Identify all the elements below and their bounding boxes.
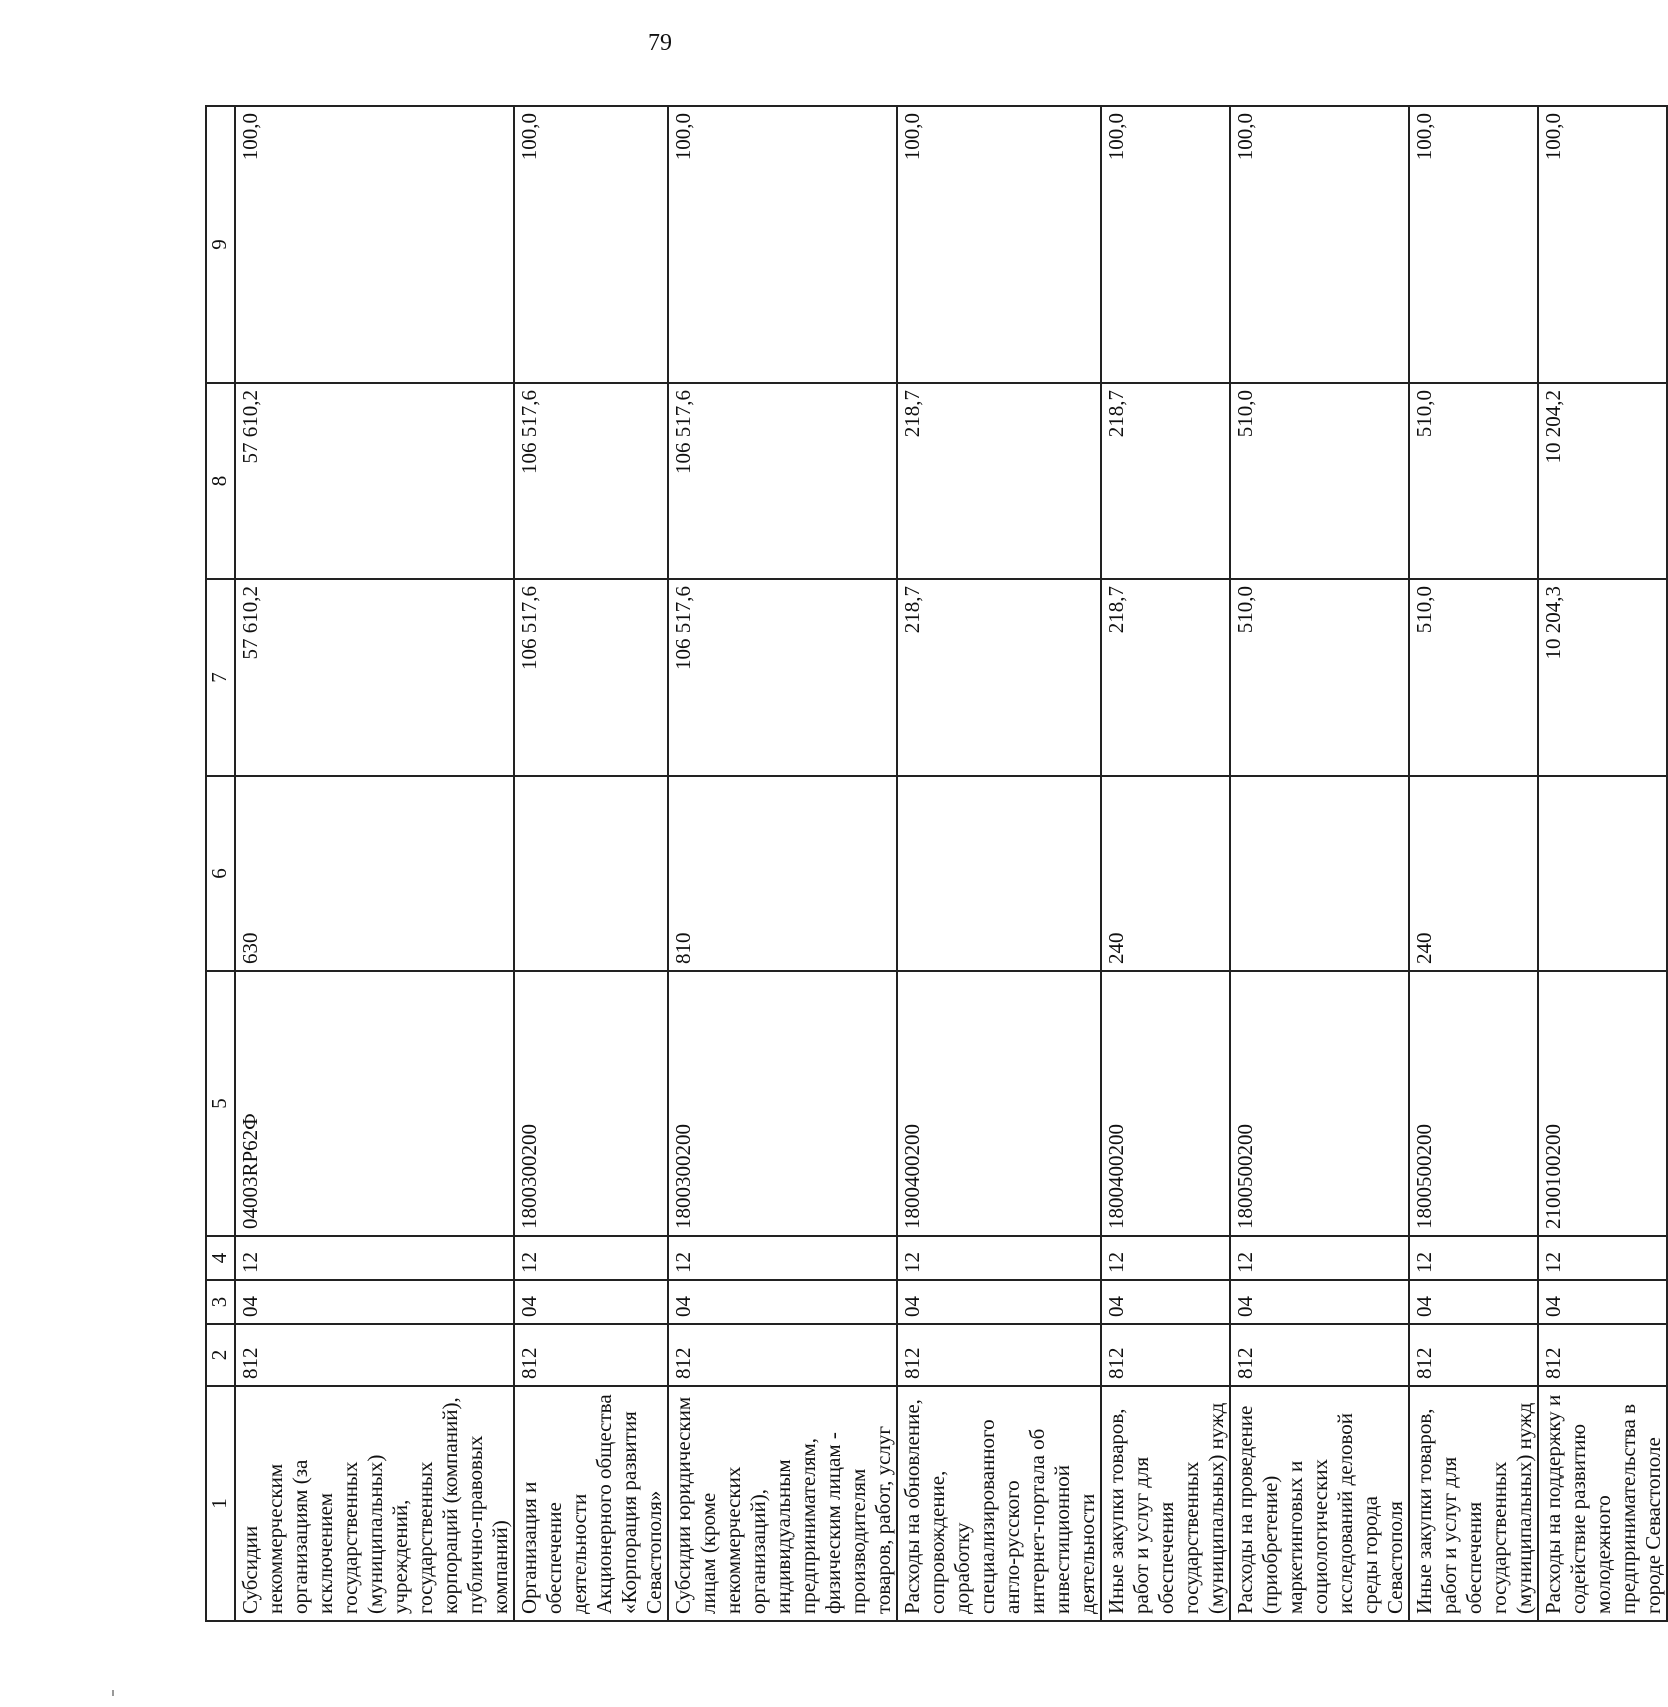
amount-cell: 218,7 <box>1101 579 1230 776</box>
row-name-cell: Иные закупки товаров, работ и услуг для обеспечения государственных (муниципальных) нужд <box>1101 1386 1230 1621</box>
row-name-cell: Расходы на обновление, сопровождение, доработку специализированного англо-русского интернет-портала об инвестиционной деятельности <box>897 1386 1101 1621</box>
page-number: 79 <box>648 30 672 56</box>
code-cell <box>1230 776 1409 971</box>
header-cell: 1 <box>206 1386 235 1621</box>
row-name-cell: Субсидии некоммерческим организациям (за исключением государственных (муниципальных) учреждений, государственных корпораций (компаний), публично-правовых компаний) <box>235 1386 514 1621</box>
code-cell: 1800400200 <box>897 971 1101 1236</box>
percent-cell: 100,0 <box>1409 106 1538 383</box>
code-cell <box>1538 776 1667 971</box>
code-cell: 04 <box>514 1280 668 1324</box>
amount-cell: 218,7 <box>1101 383 1230 579</box>
header-cell: 2 <box>206 1324 235 1386</box>
row-name-cell: Расходы на поддержку и содействие развитию молодежного предпринимательства в городе Севастополе <box>1538 1386 1667 1621</box>
table-row <box>668 106 897 1621</box>
code-cell: 810 <box>668 776 897 971</box>
code-cell: 12 <box>514 1236 668 1280</box>
code-cell <box>897 776 1101 971</box>
code-cell: 04 <box>1101 1280 1230 1324</box>
percent-cell: 100,0 <box>1101 106 1230 383</box>
rotated-table-frame <box>205 107 1665 1622</box>
code-cell <box>514 776 668 971</box>
code-cell: 04 <box>1538 1280 1667 1324</box>
header-cell: 9 <box>206 106 235 383</box>
amount-cell: 10 204,2 <box>1538 383 1667 579</box>
code-cell: 812 <box>1101 1324 1230 1386</box>
row-name-cell: Расходы на проведение (приобретение) маркетинговых и социологических исследований деловой среды города Севастополя <box>1230 1386 1409 1621</box>
table-row <box>897 106 1101 1621</box>
scan-artifact <box>112 1690 114 1696</box>
row-name-cell: Иные закупки товаров, работ и услуг для обеспечения государственных (муниципальных) нужд <box>1409 1386 1538 1621</box>
header-cell: 6 <box>206 776 235 971</box>
code-cell: 12 <box>1409 1236 1538 1280</box>
code-cell: 812 <box>897 1324 1101 1386</box>
table-row <box>1409 106 1538 1621</box>
code-cell: 12 <box>1538 1236 1667 1280</box>
code-cell: 12 <box>235 1236 514 1280</box>
amount-cell: 106 517,6 <box>514 383 668 579</box>
amount-cell: 106 517,6 <box>668 383 897 579</box>
code-cell: 240 <box>1101 776 1230 971</box>
code-cell: 04 <box>235 1280 514 1324</box>
header-cell: 3 <box>206 1280 235 1324</box>
percent-cell: 100,0 <box>668 106 897 383</box>
amount-cell: 510,0 <box>1230 383 1409 579</box>
amount-cell: 57 610,2 <box>235 383 514 579</box>
code-cell: 1800400200 <box>1101 971 1230 1236</box>
percent-cell: 100,0 <box>514 106 668 383</box>
amount-cell: 106 517,6 <box>514 579 668 776</box>
percent-cell: 100,0 <box>897 106 1101 383</box>
code-cell: 1800300200 <box>668 971 897 1236</box>
amount-cell: 510,0 <box>1409 383 1538 579</box>
code-cell: 240 <box>1409 776 1538 971</box>
percent-cell: 100,0 <box>1230 106 1409 383</box>
budget-table <box>205 105 1668 1622</box>
code-cell: 04 <box>1230 1280 1409 1324</box>
header-cell: 8 <box>206 383 235 579</box>
percent-cell: 100,0 <box>1538 106 1667 383</box>
code-cell: 812 <box>235 1324 514 1386</box>
code-cell: 812 <box>514 1324 668 1386</box>
code-cell: 630 <box>235 776 514 971</box>
header-cell: 4 <box>206 1236 235 1280</box>
percent-cell: 100,0 <box>235 106 514 383</box>
table-row <box>514 106 668 1621</box>
table-row <box>1230 106 1409 1621</box>
code-cell: 812 <box>1538 1324 1667 1386</box>
code-cell: 04 <box>897 1280 1101 1324</box>
amount-cell: 57 610,2 <box>235 579 514 776</box>
row-name-cell: Организация и обеспечение деятельности Акционерного общества «Корпорация развития Севастополя» <box>514 1386 668 1621</box>
amount-cell: 10 204,3 <box>1538 579 1667 776</box>
code-cell: 12 <box>668 1236 897 1280</box>
code-cell: 812 <box>1409 1324 1538 1386</box>
code-cell: 12 <box>1101 1236 1230 1280</box>
amount-cell: 510,0 <box>1409 579 1538 776</box>
amount-cell: 510,0 <box>1230 579 1409 776</box>
code-cell: 812 <box>668 1324 897 1386</box>
header-cell: 5 <box>206 971 235 1236</box>
table-row <box>235 106 514 1621</box>
code-cell: 12 <box>897 1236 1101 1280</box>
code-cell: 04 <box>1409 1280 1538 1324</box>
code-cell: 1800500200 <box>1409 971 1538 1236</box>
code-cell: 812 <box>1230 1324 1409 1386</box>
amount-cell: 218,7 <box>897 383 1101 579</box>
code-cell: 12 <box>1230 1236 1409 1280</box>
amount-cell: 218,7 <box>897 579 1101 776</box>
rotated-table-container <box>205 107 1665 1622</box>
amount-cell: 106 517,6 <box>668 579 897 776</box>
header-cell: 7 <box>206 579 235 776</box>
code-cell: 1800500200 <box>1230 971 1409 1236</box>
header-row <box>206 106 235 1621</box>
table-row <box>1538 106 1667 1621</box>
row-name-cell: Субсидии юридическим лицам (кроме некоммерческих организаций), индивидуальным предпринимателям, физическим лицам - производителям товаров, работ, услуг <box>668 1386 897 1621</box>
code-cell: 2100100200 <box>1538 971 1667 1236</box>
table-row <box>1101 106 1230 1621</box>
code-cell: 1800300200 <box>514 971 668 1236</box>
code-cell: 04003RP62Ф <box>235 971 514 1236</box>
code-cell: 04 <box>668 1280 897 1324</box>
